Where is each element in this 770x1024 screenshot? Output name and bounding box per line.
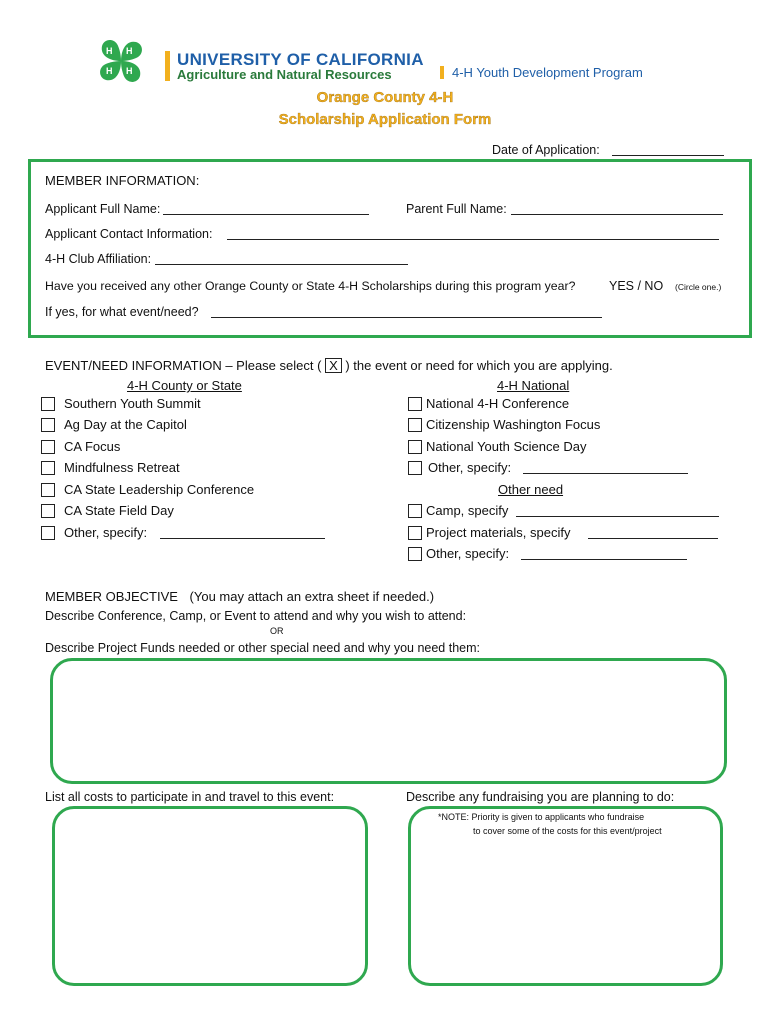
applicant-name-label: Applicant Full Name: <box>45 202 161 216</box>
if-yes-field[interactable] <box>211 305 602 318</box>
other-need-heading: Other need <box>498 482 564 497</box>
event-need-heading <box>45 358 613 373</box>
label-southern-youth-summit: Southern Youth Summit <box>64 396 201 411</box>
need-other-field[interactable] <box>521 547 687 560</box>
label-camp: Camp, specify <box>426 503 509 518</box>
cb-national-other[interactable] <box>408 461 422 475</box>
contact-label: Applicant Contact Information: <box>45 227 213 241</box>
yes-no-option[interactable]: YES / NO <box>609 279 664 293</box>
cb-ca-state-leadership[interactable] <box>41 483 55 497</box>
program-accent-bar <box>440 66 444 79</box>
cb-ca-state-field-day[interactable] <box>41 504 55 518</box>
national-heading: 4-H National <box>497 378 570 393</box>
svg-text:H: H <box>126 46 133 56</box>
brand-accent-bar <box>165 51 170 81</box>
fundraising-textarea[interactable] <box>422 842 714 978</box>
cb-ca-focus[interactable] <box>41 440 55 454</box>
svg-text:H: H <box>106 46 113 56</box>
cb-ag-day[interactable] <box>41 418 55 432</box>
circle-one-note: (Circle one.) <box>675 282 722 292</box>
county-state-heading: 4-H County or State <box>127 378 242 393</box>
svg-text:H: H <box>126 66 133 76</box>
parent-name-label: Parent Full Name: <box>406 202 507 216</box>
label-ag-day: Ag Day at the Capitol <box>64 417 187 432</box>
date-label: Date of Application: <box>492 143 600 157</box>
event-need-heading-post: ) the event or need for which you are applying. <box>345 358 613 373</box>
cb-citizenship-washington[interactable] <box>408 418 422 432</box>
label-ca-state-field-day: CA State Field Day <box>64 503 174 518</box>
project-materials-field[interactable] <box>588 526 718 539</box>
cb-national-youth-science[interactable] <box>408 440 422 454</box>
costs-textarea[interactable] <box>66 818 358 978</box>
date-field[interactable] <box>612 143 724 156</box>
program-name: 4-H Youth Development Program <box>452 65 643 80</box>
clover-logo <box>88 34 154 90</box>
cb-need-other[interactable] <box>408 547 422 561</box>
contact-field[interactable] <box>227 227 719 240</box>
fundraising-label: Describe any fundraising you are planning to do: <box>406 790 675 804</box>
parent-name-field[interactable] <box>511 202 723 215</box>
clover-icon <box>88 34 154 90</box>
objective-heading-main: MEMBER OBJECTIVE <box>45 589 178 604</box>
cb-southern-youth-summit[interactable] <box>41 397 55 411</box>
svg-text:H: H <box>106 66 113 76</box>
member-info-heading: MEMBER INFORMATION: <box>45 173 200 188</box>
label-ca-focus: CA Focus <box>64 439 121 454</box>
label-national-youth-science: National Youth Science Day <box>426 439 587 454</box>
label-citizenship-washington: Citizenship Washington Focus <box>426 417 601 432</box>
label-county-other: Other, specify: <box>64 525 148 540</box>
objective-or: OR <box>270 626 284 636</box>
county-other-field[interactable] <box>160 526 325 539</box>
event-need-heading-pre: EVENT/NEED INFORMATION – Please select ( <box>45 358 322 373</box>
label-need-other: Other, specify: <box>426 546 510 561</box>
form-title-line1: Orange County 4-H <box>316 89 454 106</box>
applicant-name-field[interactable] <box>163 202 369 215</box>
cb-camp[interactable] <box>408 504 422 518</box>
national-other-field[interactable] <box>523 461 688 474</box>
org-division: Agriculture and Natural Resources <box>177 67 392 82</box>
label-national-4h-conference: National 4-H Conference <box>426 396 570 411</box>
objective-line1: Describe Conference, Camp, or Event to attend and why you wish to attend: <box>45 609 467 623</box>
costs-label: List all costs to participate in and travel to this event: <box>45 790 335 804</box>
fundraising-note-line2: to cover some of the costs for this event/project <box>473 826 662 836</box>
cb-county-other[interactable] <box>41 526 55 540</box>
club-field[interactable] <box>155 252 408 265</box>
fundraising-note-line1: *NOTE: Priority is given to applicants who fundraise <box>438 812 645 822</box>
objective-textarea[interactable] <box>66 670 715 776</box>
org-name: UNIVERSITY OF CALIFORNIA <box>177 50 424 69</box>
objective-line2: Describe Project Funds needed or other special need and why you need them: <box>45 641 480 655</box>
objective-heading <box>45 589 434 604</box>
label-project-materials: Project materials, specify <box>426 525 571 540</box>
cb-mindfulness-retreat[interactable] <box>41 461 55 475</box>
form-title-line2: Scholarship Application Form <box>278 111 492 128</box>
cb-national-4h-conference[interactable] <box>408 397 422 411</box>
if-yes-label: If yes, for what event/need? <box>45 305 199 319</box>
event-need-heading-mark: X <box>325 358 342 373</box>
label-ca-state-leadership: CA State Leadership Conference <box>64 482 255 497</box>
label-national-other: Other, specify: <box>428 460 512 475</box>
cb-project-materials[interactable] <box>408 526 422 540</box>
club-label: 4-H Club Affiliation: <box>45 252 152 266</box>
camp-field[interactable] <box>516 504 719 517</box>
label-mindfulness-retreat: Mindfulness Retreat <box>64 460 180 475</box>
objective-heading-note: (You may attach an extra sheet if needed.) <box>189 589 435 604</box>
received-question: Have you received any other Orange County or State 4-H Scholarships during this program year? <box>45 279 576 293</box>
